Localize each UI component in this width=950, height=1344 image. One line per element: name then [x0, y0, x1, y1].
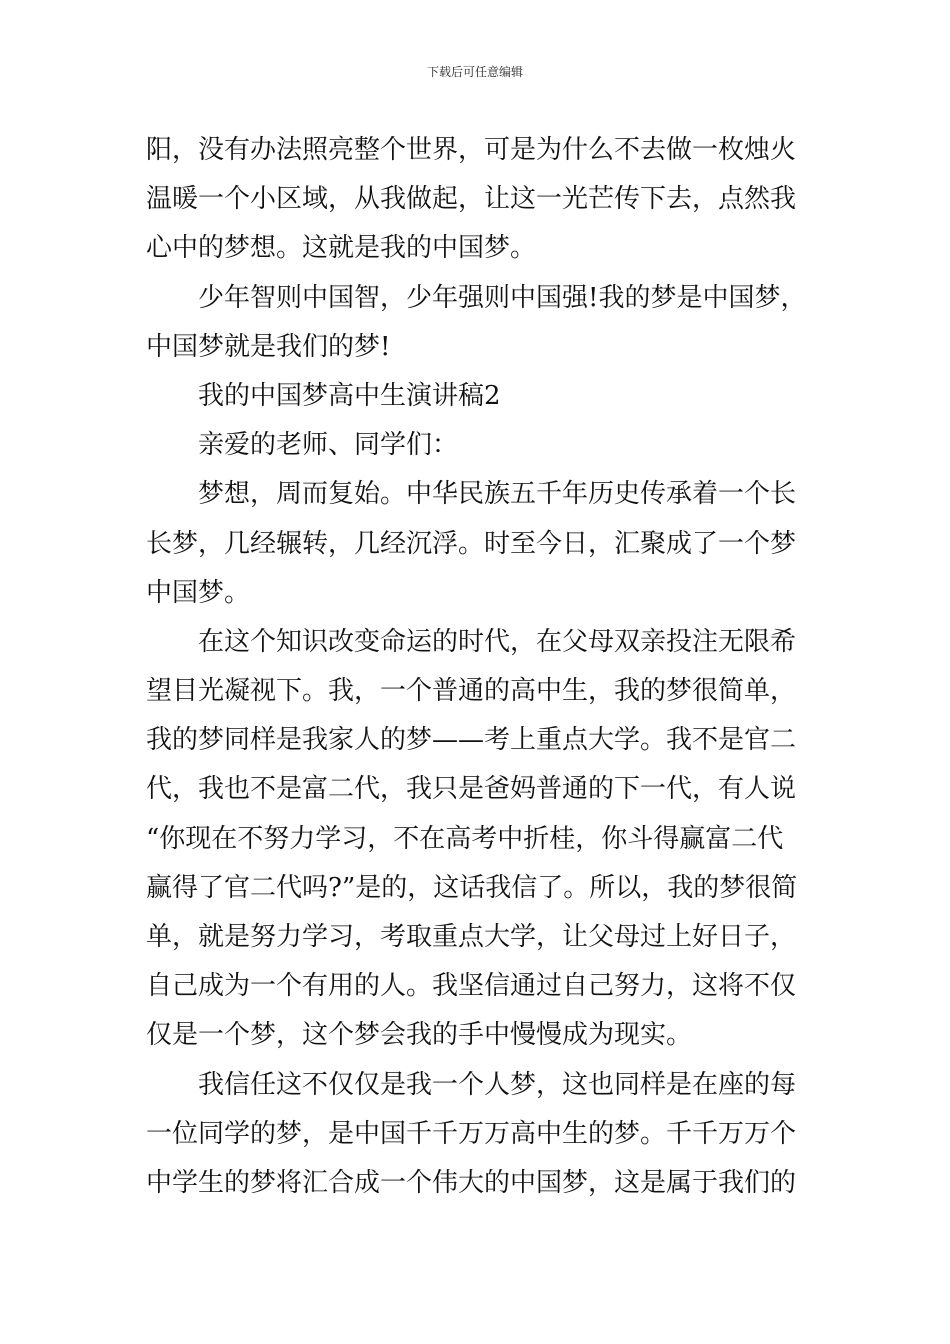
page-header-note: 下载后可任意编辑: [426, 65, 523, 79]
paragraph-first-line: 我信任这不仅仅是我一个人梦，这也同样是在座的每: [198, 1069, 797, 1100]
text-line: 中学生的梦将汇合成一个伟大的中国梦，这是属于我们的: [146, 1167, 797, 1198]
paragraph-first-line: 少年智则中国智，少年强则中国强!我的梦是中国梦，: [198, 282, 807, 313]
text-line: 一位同学的梦，是中国千千万万高中生的梦。千千万万个: [146, 1118, 797, 1149]
document-body: [146, 126, 810, 1208]
paragraph-first-line: 在这个知识改变命运的时代，在父母双亲投注无限希: [198, 626, 797, 657]
text-line: 代，我也不是富二代，我只是爸妈普通的下一代，有人说: [146, 774, 797, 805]
salutation: 亲爱的老师、同学们：: [198, 430, 459, 461]
text-line: 自己成为一个有用的人。我坚信通过自己努力，这将不仅: [146, 971, 797, 1002]
text-line: 仅是一个梦，这个梦会我的手中慢慢成为现实。: [146, 1020, 693, 1051]
text-line: 阳，没有办法照亮整个世界，可是为什么不去做一枚烛火: [146, 135, 797, 165]
text-line: 我的梦同样是我家人的梦——考上重点大学。我不是官二: [146, 725, 797, 756]
text-line: 望目光凝视下。我，一个普通的高中生，我的梦很简单，: [146, 676, 797, 707]
text-line: 中国梦。: [146, 577, 251, 608]
paragraph-first-line: 梦想，周而复始。中华民族五千年历史传承着一个长: [198, 479, 797, 510]
section-title: 我的中国梦高中生演讲稿2: [198, 380, 501, 411]
text-line: 长梦，几经辗转，几经沉浮。时至今日，汇聚成了一个梦: [146, 528, 797, 559]
text-line: 温暖一个小区域，从我做起，让这一光芒传下去，点然我: [146, 184, 797, 215]
text-line: 中国梦就是我们的梦!: [146, 331, 391, 362]
text-line: 赢得了官二代吗?”是的，这话我信了。所以，我的梦很简: [146, 872, 798, 903]
text-line: “你现在不努力学习，不在高考中折桂，你斗得赢富二代: [146, 823, 784, 854]
text-line: 单，就是努力学习，考取重点大学，让父母过上好日子，: [146, 922, 797, 952]
text-line: 心中的梦想。这就是我的中国梦。: [146, 233, 537, 264]
